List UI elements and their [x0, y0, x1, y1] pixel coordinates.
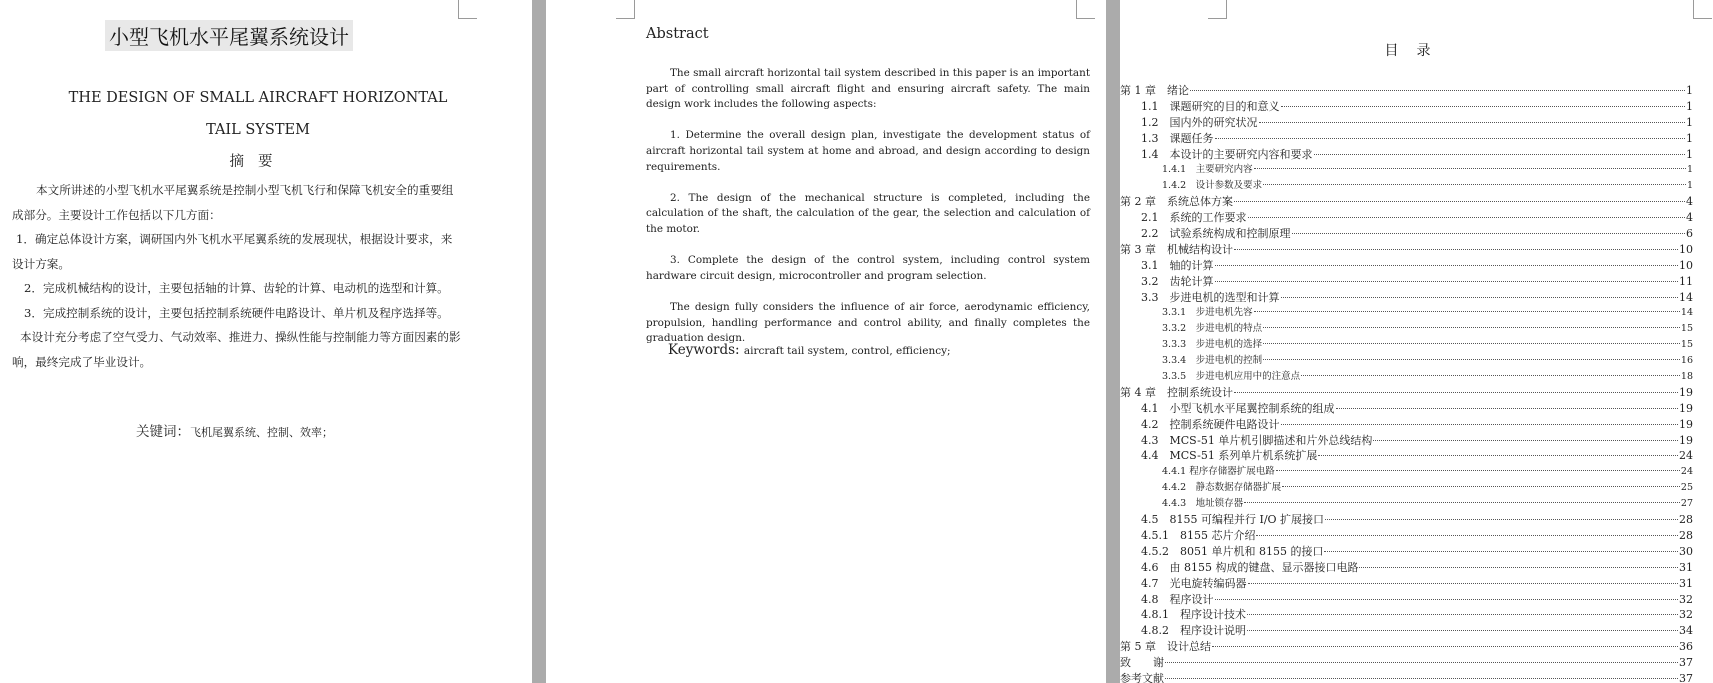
toc-leader-dots	[1247, 614, 1678, 615]
toc-entry[interactable]	[1120, 623, 1693, 639]
toc-entry-page: 34	[1679, 624, 1693, 638]
toc-entry-label: 4.5.1 8155 芯片介绍	[1141, 528, 1256, 542]
toc-entry-page: 1	[1686, 115, 1693, 129]
toc-entry[interactable]	[1120, 353, 1693, 369]
toc-entry-page: 4	[1686, 211, 1693, 225]
keywords-value: 飞机尾翼系统、控制、效率；	[190, 426, 333, 439]
toc-entry[interactable]	[1120, 83, 1693, 99]
toc-entry[interactable]	[1120, 242, 1693, 258]
page-1	[0, 0, 532, 683]
toc-leader-dots	[1212, 646, 1678, 647]
paragraph: The design fully considers the influence of air force, aerodynamic efficiency, propulsion, handling performance and control ability, and finally completes the graduation design.	[646, 300, 1090, 345]
toc-entry[interactable]	[1120, 544, 1693, 560]
toc-entry-page: 1	[1686, 180, 1693, 192]
toc-entry-page: 11	[1679, 274, 1693, 288]
toc-entry[interactable]	[1120, 258, 1693, 274]
toc-entry-label: 4.1 小型飞机水平尾翼控制系统的组成	[1141, 401, 1335, 415]
toc-entry-label: 3.3 步进电机的选型和计算	[1141, 290, 1280, 304]
toc-entry[interactable]	[1120, 321, 1693, 337]
toc-entry[interactable]	[1120, 99, 1693, 115]
toc-entry-page: 16	[1680, 355, 1693, 367]
toc-leader-dots	[1234, 201, 1685, 202]
toc-entry-label: 4.4.3 地址锁存器	[1162, 498, 1244, 510]
toc-leader-dots	[1324, 551, 1678, 552]
toc-entry-page: 37	[1679, 656, 1693, 670]
toc-entry-page: 15	[1680, 323, 1693, 335]
toc-leader-dots	[1215, 265, 1679, 266]
crop-mark	[616, 0, 635, 19]
toc-entry[interactable]	[1120, 115, 1693, 131]
paragraph: 本文所讲述的小型飞机水平尾翼系统是控制小型飞机飞行和保障飞机安全的重要组成部分。主要设计工作包括以下几方面：	[12, 183, 454, 222]
toc-entry-label: 3.3.1 步进电机先容	[1162, 307, 1253, 319]
abstract-body-en	[646, 66, 1090, 362]
toc-entry[interactable]	[1120, 305, 1693, 321]
toc-entry[interactable]	[1120, 147, 1693, 163]
toc-leader-dots	[1165, 662, 1678, 663]
toc-entry-label: 1.4.2 设计参数及要求	[1162, 180, 1263, 192]
abstract-body-cn	[12, 178, 462, 374]
toc-entry-label: 4.5.2 8051 单片机和 8155 的接口	[1141, 544, 1324, 558]
toc-leader-dots	[1234, 249, 1678, 250]
toc-entry-label: 2.2 试验系统构成和控制原理	[1141, 227, 1291, 241]
toc-entry-label: 3.3.4 步进电机的控制	[1162, 355, 1263, 367]
toc-entry-page: 24	[1679, 449, 1693, 463]
toc-entry-page: 37	[1679, 671, 1693, 683]
toc-entry[interactable]	[1120, 401, 1693, 417]
toc-entry-label: 4.8 程序设计	[1141, 592, 1214, 606]
toc-leader-dots	[1244, 502, 1680, 503]
keywords-cn	[136, 420, 333, 440]
keywords-value: aircraft tail system, control, efficiency;	[743, 345, 951, 357]
toc-entry-label: 4.5 8155 可编程并行 I/O 扩展接口	[1141, 513, 1325, 527]
page-gutter	[1106, 0, 1120, 683]
toc-leader-dots	[1256, 535, 1678, 536]
toc-leader-dots	[1318, 455, 1678, 456]
paragraph: 3．完成控制系统的设计，主要包括控制系统硬件电路设计、单片机及程序选择等。	[24, 305, 449, 320]
toc-entry-label: 3.1 轴的计算	[1141, 258, 1214, 272]
toc-entry-label: 致 谢	[1120, 656, 1164, 670]
toc-entry[interactable]	[1120, 464, 1693, 480]
toc-entry-label: 1.4 本设计的主要研究内容和要求	[1141, 147, 1313, 161]
toc-entry-label: 3.3.3 步进电机的选择	[1162, 339, 1263, 351]
toc-entry-page: 15	[1680, 339, 1693, 351]
toc-entry-label: 2.1 系统的工作要求	[1141, 211, 1247, 225]
toc-leader-dots	[1248, 583, 1679, 584]
crop-mark	[1208, 0, 1227, 19]
toc-entry[interactable]	[1120, 607, 1693, 623]
toc-entry[interactable]	[1120, 417, 1693, 433]
toc-entry[interactable]	[1120, 639, 1693, 655]
paragraph: 1．确定总体设计方案，调研国内外飞机水平尾翼系统的发展现状，根据设计要求，来设计方案。	[12, 232, 453, 271]
toc-leader-dots	[1282, 486, 1680, 487]
toc-entry[interactable]	[1120, 369, 1693, 385]
toc-entry[interactable]	[1120, 671, 1693, 683]
toc-entry-page: 14	[1679, 290, 1693, 304]
toc-entry-label: 1.4.1 主要研究内容	[1162, 164, 1253, 176]
paragraph: 1. Determine the overall design plan, investigate the development status of aircraft horizontal tail system at home and abroad, and design according to design requirements.	[646, 129, 1090, 173]
keywords-label: Keywords:	[668, 342, 740, 358]
toc-leader-dots	[1234, 392, 1678, 393]
toc-entry-page: 10	[1679, 258, 1693, 272]
toc-leader-dots	[1281, 424, 1679, 425]
toc-leader-dots	[1254, 168, 1686, 169]
toc-entry-page: 4	[1686, 195, 1693, 209]
toc-entry-label: 参考文献	[1120, 671, 1164, 683]
toc-entry-page: 18	[1680, 371, 1693, 383]
abstract-heading-cn: 摘要	[229, 154, 287, 170]
toc-leader-dots	[1248, 217, 1686, 218]
paragraph: 2. The design of the mechanical structure is completed, including the calculation of the shaft, the calculation of the gear, the selection and calculation of the motor.	[646, 191, 1090, 235]
toc-entry-page: 1	[1686, 147, 1693, 161]
toc-leader-dots	[1325, 519, 1678, 520]
toc-entry-page: 24	[1680, 466, 1693, 478]
keywords-label: 关键词：	[136, 424, 190, 440]
toc-entry[interactable]	[1120, 528, 1693, 544]
paragraph: 本设计充分考虑了空气受力、气动效率、推进力、操纵性能与控制能力等方面因素的影响，最终完成了毕业设计。	[12, 330, 461, 369]
keywords-en	[668, 342, 951, 358]
toc-entry-label: 第 1 章 绪论	[1120, 84, 1189, 97]
crop-mark	[458, 0, 477, 19]
toc-leader-dots	[1263, 327, 1680, 328]
toc-entry[interactable]	[1120, 226, 1693, 242]
toc-entry[interactable]	[1120, 512, 1693, 528]
toc-entry-page: 1	[1686, 99, 1693, 113]
toc-entry[interactable]	[1120, 131, 1693, 147]
toc-entry-label: 4.4 MCS-51 系列单片机系统扩展	[1141, 449, 1318, 463]
toc-entry[interactable]	[1120, 210, 1693, 226]
toc-leader-dots	[1281, 297, 1679, 298]
toc-entry[interactable]	[1120, 576, 1693, 592]
toc-entry-page: 36	[1679, 640, 1693, 654]
toc-leader-dots	[1259, 122, 1686, 123]
toc-entry[interactable]	[1120, 480, 1693, 496]
toc-entry[interactable]	[1120, 592, 1693, 608]
toc-entry-label: 4.8.2 程序设计说明	[1141, 624, 1246, 638]
toc-entry-page: 14	[1680, 307, 1693, 319]
page-gutter	[532, 0, 546, 683]
toc-entry-page: 32	[1679, 592, 1693, 606]
toc-entry[interactable]	[1120, 178, 1693, 194]
toc-entry[interactable]	[1120, 655, 1693, 671]
toc-leader-dots	[1263, 359, 1680, 360]
toc-leader-dots	[1247, 630, 1678, 631]
toc-leader-dots	[1190, 90, 1685, 91]
toc-entry-label: 4.4.1 程序存储器扩展电路	[1162, 466, 1275, 478]
english-title-line1: THE DESIGN OF SMALL AIRCRAFT HORIZONTAL	[68, 90, 448, 106]
toc-entry-page: 1	[1686, 131, 1693, 145]
toc-leader-dots	[1314, 154, 1686, 155]
page-3	[1120, 0, 1713, 683]
toc-entry-label: 4.4.2 静态数据存储器扩展	[1162, 482, 1282, 494]
abstract-heading-en: Abstract	[646, 26, 709, 42]
toc-leader-dots	[1215, 138, 1686, 139]
toc-leader-dots	[1276, 470, 1680, 471]
toc-entry-page: 19	[1679, 417, 1693, 431]
toc-entry-page: 28	[1679, 513, 1693, 527]
toc-entry[interactable]	[1120, 274, 1693, 290]
toc-leader-dots	[1263, 343, 1680, 344]
toc-leader-dots	[1215, 281, 1679, 282]
thesis-title-en	[20, 82, 496, 146]
toc-entry-page: 31	[1679, 576, 1693, 590]
toc-entry[interactable]	[1120, 337, 1693, 353]
toc-leader-dots	[1292, 233, 1686, 234]
toc-entry[interactable]	[1120, 162, 1693, 178]
toc-entry-label: 4.7 光电旋转编码器	[1141, 576, 1247, 590]
toc-entry-page: 32	[1679, 608, 1693, 622]
toc-entry-page: 27	[1680, 498, 1693, 510]
toc-entry-label: 3.3.5 步进电机应用中的注意点	[1162, 371, 1301, 383]
table-of-contents	[1120, 83, 1693, 683]
toc-entry-page: 10	[1679, 242, 1693, 256]
page-2	[546, 0, 1106, 683]
toc-entry-label: 4.3 MCS-51 单片机引脚描述和片外总线结构	[1141, 433, 1373, 447]
toc-entry-page: 1	[1686, 84, 1693, 97]
toc-entry-page: 25	[1680, 482, 1693, 494]
toc-leader-dots	[1373, 440, 1678, 441]
paragraph: 2．完成机械结构的设计，主要包括轴的计算、齿轮的计算、电动机的选型和计算。	[24, 281, 449, 295]
thesis-title-cn: 小型飞机水平尾翼系统设计	[105, 20, 353, 51]
toc-entry-label: 4.6 由 8155 构成的键盘、显示器接口电路	[1141, 560, 1359, 574]
toc-entry-page: 6	[1686, 227, 1693, 241]
toc-entry-label: 第 2 章 系统总体方案	[1120, 195, 1233, 209]
toc-entry-label: 1.3 课题任务	[1141, 131, 1214, 145]
toc-entry-label: 第 5 章 设计总结	[1120, 640, 1211, 654]
crop-mark	[1693, 0, 1712, 19]
toc-leader-dots	[1281, 106, 1686, 107]
toc-entry-label: 第 4 章 控制系统设计	[1120, 385, 1233, 399]
toc-entry[interactable]	[1120, 433, 1693, 449]
toc-entry-label: 3.3.2 步进电机的特点	[1162, 323, 1263, 335]
toc-entry[interactable]	[1120, 194, 1693, 210]
toc-entry[interactable]	[1120, 290, 1693, 306]
toc-entry-label: 4.8.1 程序设计技术	[1141, 608, 1246, 622]
toc-entry-label: 1.2 国内外的研究状况	[1141, 115, 1258, 129]
toc-entry-page: 30	[1679, 544, 1693, 558]
toc-entry-page: 31	[1679, 560, 1693, 574]
toc-entry-page: 19	[1679, 401, 1693, 415]
toc-leader-dots	[1336, 408, 1679, 409]
toc-leader-dots	[1263, 184, 1686, 185]
toc-entry-label: 第 3 章 机械结构设计	[1120, 242, 1233, 256]
toc-entry[interactable]	[1120, 448, 1693, 464]
toc-entry-page: 28	[1679, 528, 1693, 542]
toc-leader-dots	[1254, 311, 1680, 312]
paragraph: 3. Complete the design of the control system, including control system hardware circuit design, microcontroller and program selection.	[646, 254, 1090, 282]
english-title-line2: TAIL SYSTEM	[206, 122, 310, 138]
toc-title: 目录	[1384, 43, 1449, 59]
toc-entry-label: 3.2 齿轮计算	[1141, 274, 1214, 288]
toc-entry-label: 4.2 控制系统硬件电路设计	[1141, 417, 1280, 431]
toc-entry-page: 1	[1686, 164, 1693, 176]
toc-entry[interactable]	[1120, 385, 1693, 401]
paragraph: The small aircraft horizontal tail system described in this paper is an important part of controlling small aircraft flight and ensuring aircraft safety. The main design work includes the following aspects:	[646, 67, 1090, 111]
toc-leader-dots	[1215, 599, 1679, 600]
toc-leader-dots	[1359, 567, 1678, 568]
toc-entry[interactable]	[1120, 560, 1693, 576]
toc-leader-dots	[1301, 375, 1680, 376]
toc-entry[interactable]	[1120, 496, 1693, 512]
crop-mark	[1076, 0, 1095, 19]
toc-entry-page: 19	[1679, 385, 1693, 399]
toc-entry-label: 1.1 课题研究的目的和意义	[1141, 99, 1280, 113]
toc-leader-dots	[1165, 678, 1678, 679]
toc-entry-page: 19	[1679, 433, 1693, 447]
